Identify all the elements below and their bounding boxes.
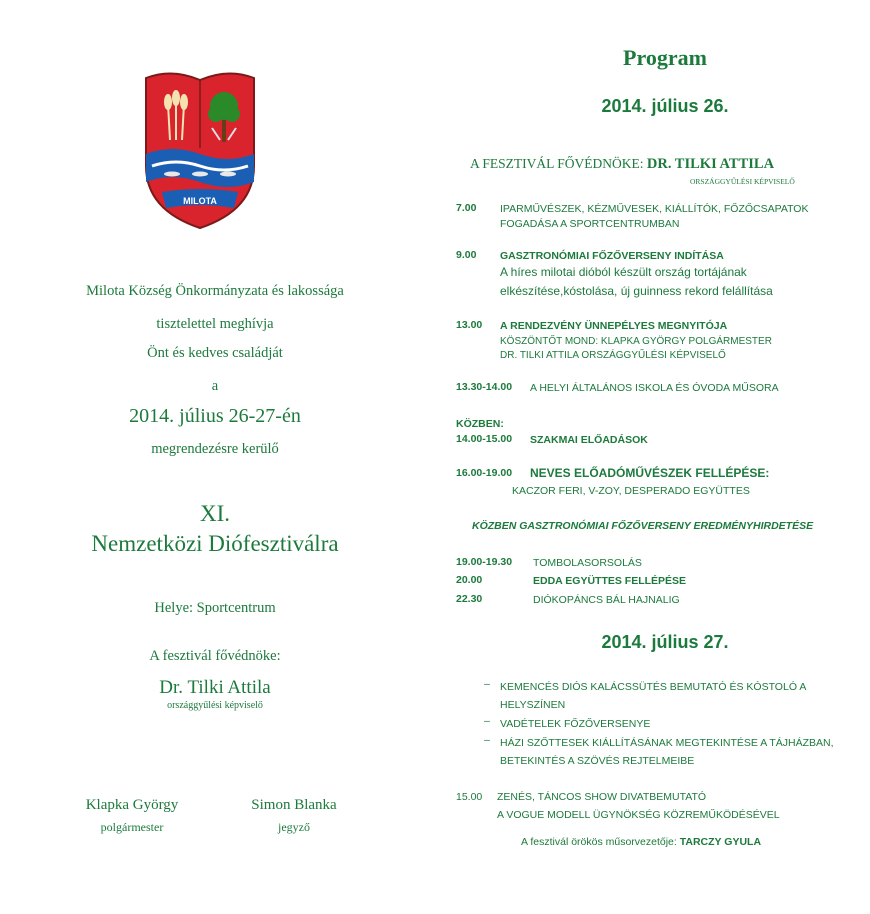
- program-patron-name: DR. TILKI ATTILA: [646, 156, 775, 172]
- notary-name: Simon Blanka: [251, 797, 337, 813]
- program-title: Program: [623, 45, 707, 70]
- host-prefix: A fesztivál örökös műsorvezetője:: [521, 836, 677, 848]
- host-line: [521, 836, 761, 848]
- patron-role: országgyűlési képviselő: [167, 700, 263, 711]
- program-item-line: FOGADÁSA A SPORTCENTRUMBAN: [500, 218, 680, 230]
- program-item-line: A RENDEZVÉNY ÜNNEPÉLYES MEGNYITÓJA: [500, 320, 728, 332]
- event-dates: 2014. július 26-27-én: [129, 405, 301, 427]
- time-label: 14.00-15.00: [456, 433, 513, 445]
- invitation-panel: [0, 0, 430, 914]
- day2-item-line: VADÉTELEK FŐZŐVERSENYE: [500, 718, 651, 730]
- notary-role: jegyző: [278, 820, 310, 834]
- article-line: a: [211, 378, 219, 394]
- mayor-role: polgármester: [100, 820, 164, 834]
- program-patron-role: ORSZÁGGYŰLÉSI KÉPVISELŐ: [690, 177, 795, 186]
- patron-name: Dr. Tilki Attila: [159, 677, 271, 698]
- day2-item-line: KEMENCÉS DIÓS KALÁCSSÜTÉS BEMUTATÓ ÉS KÓSTOLÓ A: [500, 681, 807, 693]
- venue-line: Helye: Sportcentrum: [154, 600, 276, 616]
- program-item-line: A VOGUE MODELL ÜGYNÖKSÉG KÖZREMŰKÖDÉSÉVEL: [497, 809, 780, 821]
- host-name: TARCZY GYULA: [679, 836, 762, 848]
- program-item-line: ZENÉS, TÁNCOS SHOW DIVATBEMUTATÓ: [497, 791, 707, 803]
- day2-item-line: BETEKINTÉS A SZÖVÉS REJTELMEIBE: [500, 755, 695, 767]
- program-patron-prefix: A FESZTIVÁL FŐVÉDNÖKE:: [470, 156, 644, 171]
- day2-item-line: HELYSZÍNEN: [500, 699, 566, 711]
- program-item-line: DR. TILKI ATTILA ORSZÁGGYŰLÉSI KÉPVISELŐ: [500, 350, 726, 361]
- time-label: 22.30: [456, 593, 483, 605]
- program-item-line: IPARMŰVÉSZEK, KÉZMŰVESEK, KIÁLLÍTÓK, FŐZŐCSAPATOK: [500, 203, 809, 215]
- milota-coat-of-arms: [142, 70, 258, 230]
- patron-label: A fesztivál fővédnöke:: [149, 648, 281, 664]
- time-label: 13.00: [456, 319, 483, 331]
- program-item-line: DIÓKOPÁNCS BÁL HAJNALIG: [533, 594, 680, 606]
- program-item-line: KÖSZÖNTŐT MOND: KLAPKA GYÖRGY POLGÁRMESTER: [500, 336, 772, 347]
- time-label: 9.00: [456, 249, 477, 261]
- list-bullet: –: [484, 678, 490, 690]
- program-patron: [470, 156, 774, 173]
- program-item-line: GASZTRONÓMIAI FŐZŐVERSENY INDÍTÁSA: [500, 250, 724, 262]
- meanwhile-label: KÖZBEN:: [456, 418, 504, 430]
- time-label: 19.00-19.30: [456, 556, 513, 568]
- day2-item-line: HÁZI SZŐTTESEK KIÁLLÍTÁSÁNAK MEGTEKINTÉSE A TÁJHÁZBAN,: [500, 737, 834, 749]
- held-line: megrendezésre kerülő: [151, 441, 279, 457]
- time-label: 16.00-19.00: [456, 467, 513, 479]
- time-label: 20.00: [456, 574, 483, 586]
- program-item-line: SZAKMAI ELŐADÁSOK: [530, 434, 648, 446]
- program-item-line: KACZOR FERI, V-ZOY, DESPERADO EGYÜTTES: [512, 485, 750, 497]
- program-item-line: NEVES ELŐADÓMŰVÉSZEK FELLÉPÉSE:: [530, 466, 770, 480]
- invite-line: tisztelettel meghívja: [156, 316, 274, 332]
- day2-heading: 2014. július 27.: [601, 632, 729, 652]
- program-item-line: elkészítése,kóstolása, új guinness rekord felállítása: [500, 284, 773, 298]
- program-item-line: EDDA EGYÜTTES FELLÉPÉSE: [533, 575, 687, 587]
- list-bullet: –: [484, 715, 490, 727]
- mayor-name: Klapka György: [85, 797, 179, 813]
- day1-heading: 2014. július 26.: [601, 96, 729, 116]
- time-label: 13.30-14.00: [456, 381, 513, 393]
- program-item-line: TOMBOLASORSOLÁS: [533, 557, 642, 569]
- festival-edition: XI.: [199, 501, 231, 526]
- time-label: 15.00: [456, 791, 483, 803]
- list-bullet: –: [484, 734, 490, 746]
- festival-name: Nemzetközi Diófesztiválra: [91, 531, 339, 556]
- program-item-line: A HELYI ÁLTALÁNOS ISKOLA ÉS ÓVODA MŰSORA: [530, 382, 779, 394]
- program-item-line: A híres milotai dióból készült ország tortájának: [500, 265, 747, 279]
- guest-line: Önt és kedves családját: [147, 345, 283, 361]
- results-announcement: KÖZBEN GASZTRONÓMIAI FŐZŐVERSENY EREDMÉNYHIRDETÉSE: [472, 520, 814, 532]
- inviter-line: Milota Község Önkormányzata és lakossága: [86, 283, 344, 299]
- time-label: 7.00: [456, 202, 477, 214]
- crest-label: MILOTA: [183, 196, 217, 206]
